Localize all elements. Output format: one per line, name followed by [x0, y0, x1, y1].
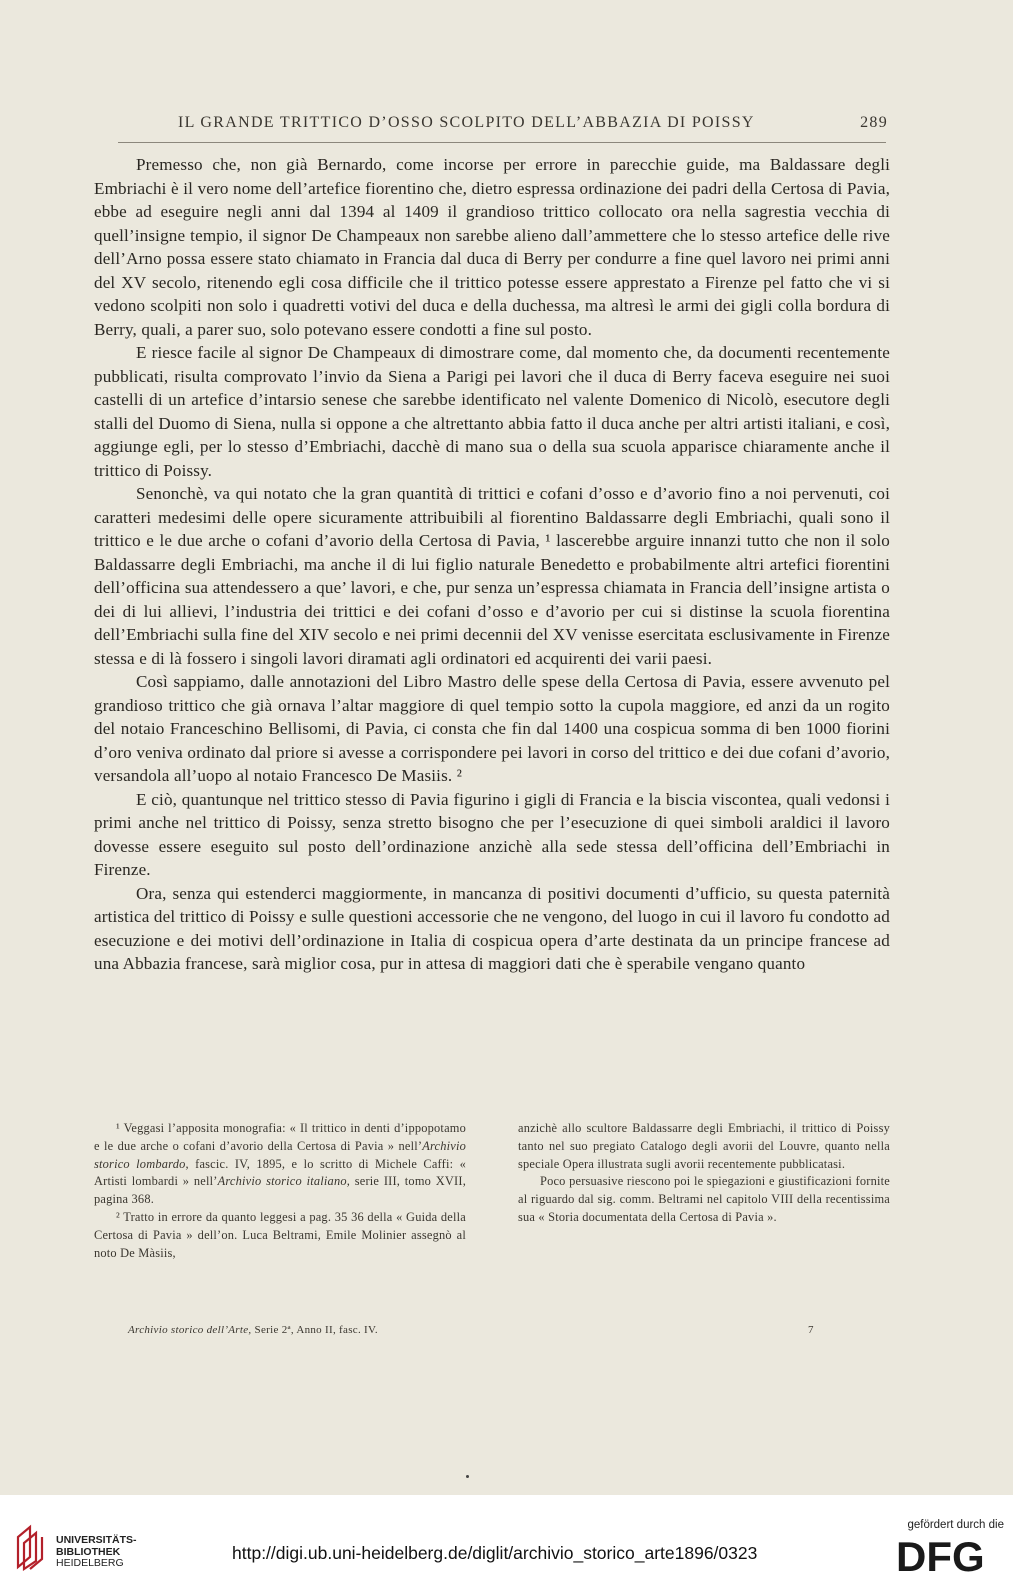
paragraph: E ciò, quantunque nel trittico stesso di Pavia figurino i gigli di Francia e la biscia viscontea, quali vedonsi i primi anche nel trittico di Poissy, senza stretto bisogno che per l’esecuzione di quei simboli araldici il lavoro dovesse essere eseguito sul posto dell’ordinazione anzichè alla sede stessa dell’officina dell’Embriachi in Firenze.: [94, 789, 890, 879]
footnote-italic: Archivio storico lombardo,: [94, 1138, 466, 1171]
page-number: 289: [860, 114, 888, 131]
header-rule: [118, 142, 886, 143]
running-title: IL GRANDE TRITTICO D’OSSO SCOLPITO DELL’ABBAZIA DI POISSY: [178, 114, 755, 131]
funding-notice: [884, 1519, 1004, 1575]
footnotes: [94, 1120, 890, 1262]
footnote-column-right: [518, 1120, 890, 1262]
paragraph: Così sappiamo, dalle annotazioni del Libro Mastro delle spese della Certosa di Pavia, essere avvenuto pel grandioso trittico che già ornava l’altar maggiore di quel tempio sotto la cupola maggiore, ed anzi da un rogito del notaio Franceschino Bellisomi, di Pavia, ci consta che fin dal 1400 una cospicua somma di ben 1000 fiorini d’oro veniva ordinato dal priore si avesse a corrispondere pei lavori in corso del trittico e dei due cofani d’avorio, versandola all’uopo al notaio Francesco De Masiis. ²: [94, 672, 890, 785]
footnote-2-continued: anzichè allo scultore Baldassarre degli Embriachi, il trittico di Poissy tanto nel suo pregiato Catalogo degli avorii del Louvre, quanto nella speciale Opera illustrata sugli avorii recentemente pubblicatasi.: [518, 1121, 890, 1171]
footer-bar: [0, 1495, 1013, 1591]
footnote-text: serie III, tomo XVII, pagina 368.: [94, 1174, 466, 1207]
footnote-2: ² Tratto in errore da quanto leggesi a pag. 35 36 della « Guida della Certosa di Pavia » dell’on. Luca Beltrami, Emile Molinier assegnò al noto De Màsiis,: [94, 1209, 466, 1260]
journal-series: Serie 2ª, Anno II, fasc. IV.: [254, 1324, 378, 1336]
signature-number: 7: [808, 1324, 814, 1336]
footnote-text: ¹ Veggasi l’apposita monografia: « Il trittico in denti d’ippopotamo e le due arche o cofani d’avorio della Certosa di Pavia » nell’: [94, 1121, 466, 1153]
body-text: [94, 153, 890, 976]
dfg-logo-text: DFG: [896, 1535, 985, 1575]
footnote-1: [94, 1120, 466, 1209]
library-name: [56, 1535, 137, 1570]
footnote-column-left: [94, 1120, 466, 1262]
journal-title: Archivio storico dell’Arte,: [128, 1324, 252, 1336]
library-line: HEIDELBERG: [56, 1557, 124, 1569]
dfg-logo-icon: [896, 1535, 996, 1575]
library-line: UNIVERSITÄTS-: [56, 1534, 137, 1546]
page-speck: [466, 1475, 469, 1478]
ub-heidelberg-logo-icon: [12, 1523, 52, 1571]
source-url-link[interactable]: http://digi.ub.uni-heidelberg.de/diglit/archivio_storico_arte1896/0323: [232, 1543, 758, 1563]
footnote-3: Poco persuasive riescono poi le spiegazioni e giustificazioni fornite al riguardo dal sig. comm. Beltrami nel capitolo VIII della recentissima sua « Storia documentata della Certosa di Pavia ».: [518, 1174, 890, 1224]
paragraph: Ora, senza qui estenderci maggiormente, in mancanza di positivi documenti d’ufficio, su questa paternità artistica del trittico di Poissy e sulle questioni accessorie che ne vengono, del luogo in cui il lavoro fu condotto ad esecuzione e dei motivi dell’ordinazione in Italia di cospicua opera d’arte destinata da un principe francese ad una Abbazia francese, sarà miglior cosa, pur in attesa di maggiori dati che è sperabile vengano quanto: [94, 883, 890, 973]
footnote-italic: Archivio storico italiano,: [217, 1174, 351, 1189]
signature-line: [128, 1324, 828, 1336]
paragraph: Premesso che, non già Bernardo, come incorse per errore in parecchie guide, ma Baldassare degli Embriachi è il vero nome dell’artefice fiorentino che, dietro espressa ordinazione dei padri della Certosa di Pavia, ebbe ad eseguire negli anni dal 1394 al 1409 il grandioso trittico collocato ora nella sagrestia vecchia di quell’insigne tempio, il signor De Champeaux non sarebbe alieno dall’ammettere che lo stesso artefice delle rive dell’Arno possa essere stato chiamato in Francia dal duca di Berry per condurre a fine quel lavoro nei primi anni del XV secolo, ritenendo egli cosa difficile che il trittico potesse essere apprestato a Firenze pel fatto che vi si vedono scolpiti non solo i quadretti votivi del duca e della duchessa, ma altresì le armi dei gigli colla bordura di Berry, quali, a parer suo, solo potevano essere condotti a fine sul posto.: [94, 155, 890, 339]
library-line: BIBLIOTHEK: [56, 1545, 121, 1558]
paragraph: Senonchè, va qui notato che la gran quantità di trittici e cofani d’osso e d’avorio fino a noi pervenuti, coi caratteri medesimi delle opere sicuramente attribuibili al fiorentino Baldassarre degli Embriachi, quali sono il trittico e le due arche o cofani d’avorio della Certosa di Pavia, ¹ lascerebbe arguire innanzi tutto che non il solo Baldassarre degli Embriachi, ma anche il di lui figlio naturale Benedetto e probabilmente altri artefici fiorentini dell’officina sua attendessero a que’ lavori, e che, pur senza un’espressa chiamata in Francia dell’insigne artista o dei di lui allievi, l’industria dei trittici e dei cofani d’osso e d’avorio per cui si distinse la scuola fiorentina dell’Embriachi sulla fine del XIV secolo e nei primi decennii del XV venisse esercitata esclusivamente in Firenze stessa e di là fossero i singoli lavori diramati agli ordinatori ed acquirenti dei varii paesi.: [94, 484, 890, 668]
paragraph: E riesce facile al signor De Champeaux di dimostrare come, dal momento che, da documenti recentemente pubblicati, risulta comprovato l’invio da Siena a Parigi pei lavori che il duca di Berry faceva eseguire nei suoi castelli di un artefice d’intarsio senese che sarebbe identificato nel valente Domenico di Nicolò, esecutore degli stalli del Duomo di Siena, nulla si oppone a che altrettanto abbia fatto il duca anche per altri artisti italiani, e così, aggiunge egli, per lo stesso d’Embriachi, dacchè di mano sua o della sua scuola apparisce chiaramente anche il trittico di Poissy.: [94, 343, 890, 480]
footnote-text: fascic. IV, 1895, e lo scritto di Michele Caffi: « Artisti lombardi » nell’: [94, 1156, 466, 1189]
funding-text: gefördert durch die: [907, 1519, 1004, 1531]
